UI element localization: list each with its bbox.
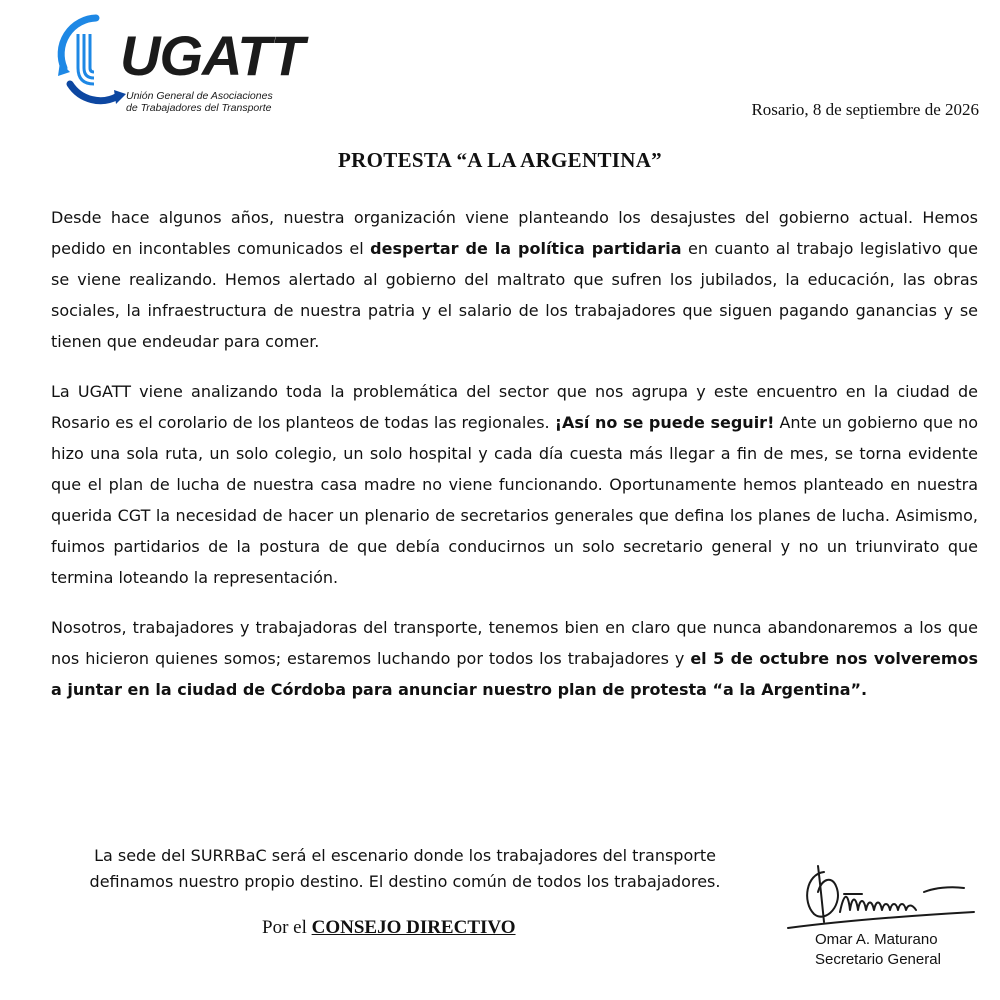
logo-subtitle-line: Unión General de Asociaciones (126, 90, 273, 102)
paragraph-emphasis: despertar de la política partidaria (370, 239, 682, 258)
logo-subtitle-line: de Trabajadores del Transporte (126, 102, 272, 114)
paragraph-text: La UGATT viene analizando toda la problemática del sector que nos agrupa y este encuentro en la ciudad de Rosario es el corolario de los planteos de todas las regionales. (51, 382, 978, 432)
signer-block (815, 930, 985, 970)
document-body (51, 202, 978, 724)
paragraph-2 (51, 376, 978, 593)
closing-statement (60, 843, 750, 895)
paragraph-text: Ante un gobierno que no hizo una sola ruta, un solo colegio, un solo hospital y cada día cuesta más llegar a fin de mes, se torna evidente que el plan de lucha de nuestra casa madre no viene funcionando. Oportunamente hemos planteado en nuestra querida CGT la necesidad de hacer un plenario de secretarios generales que defina los planes de lucha. Asimismo, fuimos partidarios de la postura de que debía conducirnos un solo secretario general y no un triunvirato que termina loteando la representación. (51, 413, 979, 587)
paragraph-text: en cuanto al trabajo legislativo que se viene realizando. Hemos alertado al gobierno del maltrato que sufren los jubilados, la educación, las obras sociales, la infraestructura de nuestra patria y el salario de los trabajadores que siguen pagando ganancias y se tienen que endeudar para comer. (51, 239, 979, 351)
paragraph-text: Nosotros, trabajadores y trabajadoras del transporte, tenemos bien en claro que nunca abandonaremos a los que nos hicieron quienes somos; estaremos luchando por todos los trabajadores y (51, 618, 978, 668)
logo-subtitle (126, 90, 296, 114)
council-signature-line (262, 917, 516, 939)
paragraph-1 (51, 202, 978, 357)
paragraph-text: Desde hace algunos años, nuestra organización viene planteando los desajustes del gobierno actual. Hemos pedido en incontables comunicados el (51, 208, 978, 258)
signer-role: Secretario General (815, 951, 941, 968)
document-title: PROTESTA “A LA ARGENTINA” (338, 148, 662, 172)
paragraph-emphasis: ¡Así no se puede seguir! (554, 413, 775, 432)
paragraph-emphasis: el 5 de octubre nos volveremos a juntar en la ciudad de Córdoba para anunciar nuestro plan de protesta “a la Argentina”. (51, 649, 979, 699)
closing-line: definamos nuestro propio destino. El destino común de todos los trabajadores. (89, 872, 721, 891)
paragraph-3 (51, 612, 978, 705)
signer-name: Omar A. Maturano (815, 931, 938, 948)
ugatt-logo (56, 10, 304, 115)
council-prefix: Por el (262, 917, 307, 938)
logo-wordmark: UGATT (120, 24, 304, 87)
document-date: Rosario, 8 de septiembre de 2026 (751, 100, 979, 119)
council-name: CONSEJO DIRECTIVO (311, 917, 516, 938)
closing-line: La sede del SURRBaC será el escenario donde los trabajadores del transporte (94, 846, 716, 865)
